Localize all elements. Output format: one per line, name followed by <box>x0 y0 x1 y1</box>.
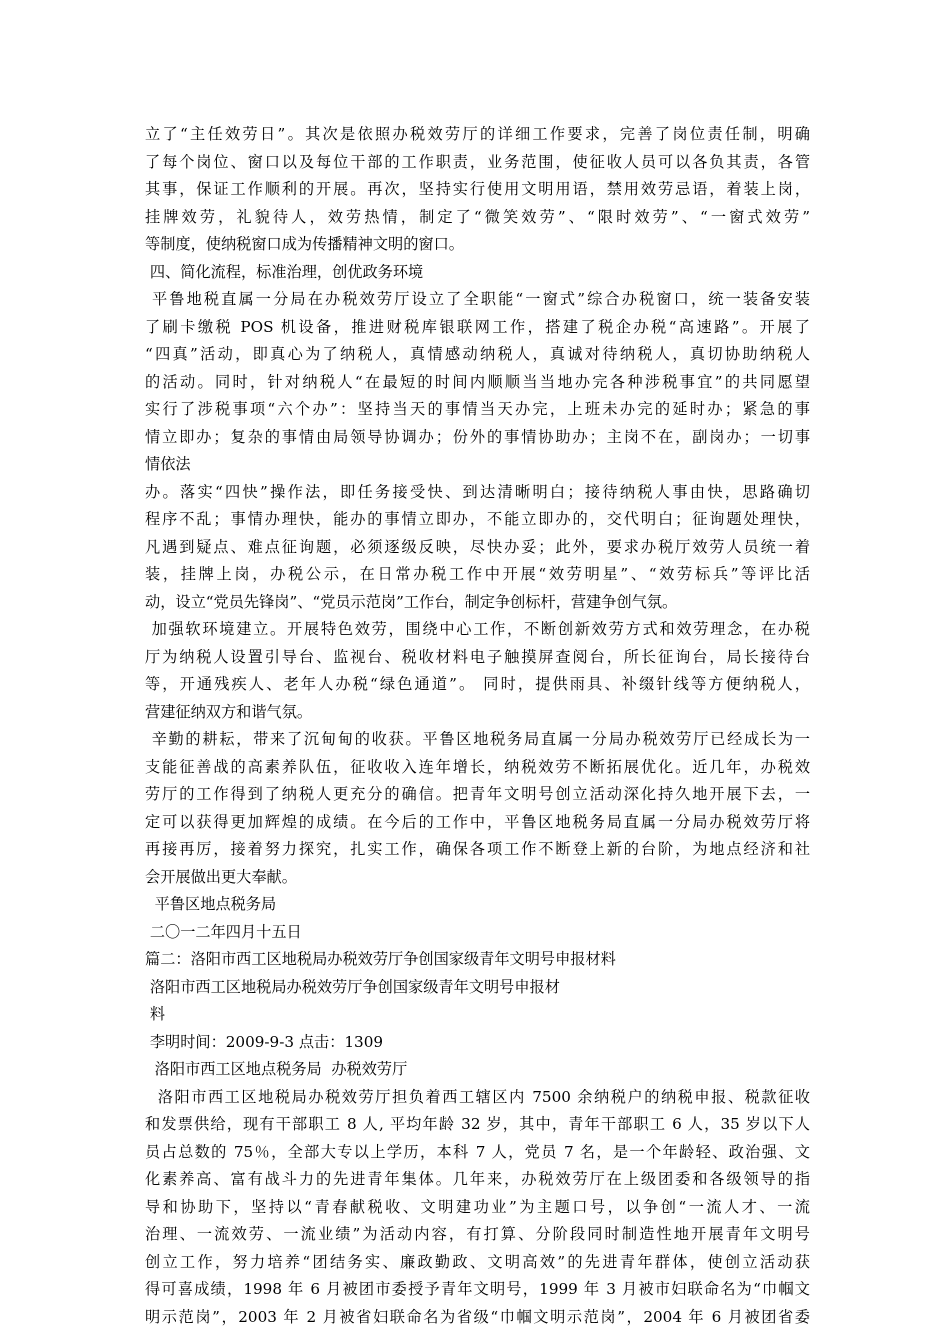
text-line: 明示范岗”，2003 年 2 月被省妇联命名为省级“巾帼文明示范岗”，2004 年 6 月被团省委 <box>145 1307 810 1326</box>
text-line: 化素养高、富有战斗力的先进青年集体。几年来，办税效劳厅在上级团委和各级领导的指 <box>145 1170 810 1188</box>
text-line: 加强软环境建立。开展特色效劳，围绕中心工作，不断创新效劳方式和效劳理念，在办税 <box>145 620 810 638</box>
text-line: 得可喜成绩，1998 年 6 月被团市委授予青年文明号，1999 年 3 月被市妇联命名为“巾帼文 <box>145 1280 810 1298</box>
text-line: 李明时间：2009-9-3 点击：1309 <box>145 1032 384 1051</box>
text-line: 情立即办；复杂的事情由局领导协调办；份外的事情协助办；主岗不在，副岗办；一切事 <box>145 427 810 446</box>
text-line: 洛阳市西工区地税局办税效劳厅争创国家级青年文明号申报材 <box>145 977 560 996</box>
text-line: 支能征善战的高素养队伍，征收收入连年增长，纳税效劳不断拓展优化。近几年，办税效 <box>145 757 810 776</box>
text-line: 治理、一流效劳、一流业绩”为活动内容，有打算、分阶段同时制造性地开展青年文明号 <box>145 1225 810 1243</box>
text-line: 立了“主任效劳日”。其次是依照办税效劳厅的详细工作要求，完善了岗位责任制，明确 <box>145 125 810 143</box>
text-line: 营建征纳双方和谐气氛。 <box>145 702 313 721</box>
text-line: 动，设立“党员先锋岗”、“党员示范岗”工作台，制定争创标杆，营建争创气氛。 <box>145 592 678 611</box>
text-line: 篇二：洛阳市西工区地税局办税效劳厅争创国家级青年文明号申报材料 <box>145 950 616 968</box>
text-line: 辛勤的耕耘，带来了沉甸甸的收获。平鲁区地税务局直属一分局办税效劳厅已经成长为一 <box>145 730 810 748</box>
text-line: 程序不乱；事情办理快，能办的事情立即办，不能立即办的，交代明白；征询题处理快， <box>145 510 810 528</box>
text-line: 再接再厉，接着努力探究，扎实工作，确保各项工作不断登上新的台阶，为地点经济和社 <box>145 840 810 858</box>
text-line: 平鲁地税直属一分局在办税效劳厅设立了全职能“一窗式”综合办税窗口，统一装备安装 <box>145 290 810 308</box>
text-line: 了每个岗位、窗口以及每位干部的工作职责，业务范围，使征收人员可以各负其责，各管 <box>145 152 810 171</box>
text-line: 装，挂牌上岗，办税公示，在日常办税工作中开展“效劳明星”、“效劳标兵”等评比活 <box>145 565 810 583</box>
document-page <box>145 121 810 1331</box>
text-line: 等制度，使纳税窗口成为传播精神文明的窗口。 <box>145 235 464 253</box>
text-line: 会开展做出更大奉献。 <box>145 867 297 886</box>
text-line: 定可以获得更加辉煌的成绩。在今后的工作中，平鲁区地税务局直属一分局办税效劳厅将 <box>145 812 810 831</box>
text-line: 挂牌效劳，礼貌待人，效劳热情，制定了“微笑效劳”、“限时效劳”、“一窗式效劳” <box>145 207 810 226</box>
text-line: 等，开通残疾人、老年人办税“绿色通道”。 同时，提供雨具、补缀针线等方便纳税人， <box>145 675 810 693</box>
text-line: 员占总数的 75％，全部大专以上学历，本科 7 人，党员 7 名，是一个年龄轻、政治强、文 <box>145 1142 810 1161</box>
text-line: 凡遇到疑点、难点征询题，必须逐级反映，尽快办妥；此外，要求办税厅效劳人员统一着 <box>145 537 810 556</box>
text-line: 其事，保证工作顺利的开展。再次，坚持实行使用文明用语，禁用效劳忌语，着装上岗， <box>145 180 810 198</box>
text-line: 洛阳市西工区地税局办税效劳厅担负着西工辖区内 7500 余纳税户的纳税申报、税款征收 <box>145 1087 810 1106</box>
text-line: 洛阳市西工区地点税务局 办税效劳厅 <box>145 1060 408 1078</box>
text-line: 实行了涉税事项“六个办”：坚持当天的事情当天办完，上班未办完的延时办；紧急的事 <box>145 400 810 418</box>
text-line: 厅为纳税人设置引导台、监视台、税收材料电子触摸屏查阅台，所长征询台，局长接待台 <box>145 647 810 666</box>
text-line: 劳厅的工作得到了纳税人更充分的确信。把青年文明号创立活动深化持久地开展下去，一 <box>145 785 810 803</box>
text-line: 平鲁区地点税务局 <box>145 895 277 913</box>
text-line: 办。落实“四快”操作法，即任务接受快、到达清晰明白；接待纳税人事由快，思路确切 <box>145 482 810 501</box>
text-line: “四真”活动，即真心为了纳税人，真情感动纳税人，真诚对待纳税人，真切协助纳税人 <box>145 345 810 363</box>
text-line: 料 <box>145 1005 166 1023</box>
text-line: 四、简化流程，标准治理，创优政务环境 <box>145 262 424 281</box>
text-line: 了刷卡缴税 POS 机设备，推进财税库银联网工作，搭建了税企办税“高速路”。开展了 <box>145 317 810 336</box>
text-line: 二〇一二年四月十五日 <box>145 922 302 941</box>
text-line: 和发票供给，现有干部职工 8 人, 平均年龄 32 岁，其中，青年干部职工 6 人，35 岁以下人 <box>145 1115 810 1133</box>
text-line: 创立工作，努力培养“团结务实、廉政勤政、文明高效”的先进青年群体，使创立活动获 <box>145 1252 810 1271</box>
text-line: 的活动。同时，针对纳税人“在最短的时间内顺顺当当地办完各种涉税事宜”的共同愿望 <box>145 372 810 391</box>
text-line: 导和协助下，坚持以“青春献税收、文明建功业”为主题口号，以争创“一流人才、一流 <box>145 1197 810 1216</box>
text-line: 情依法 <box>145 455 191 473</box>
